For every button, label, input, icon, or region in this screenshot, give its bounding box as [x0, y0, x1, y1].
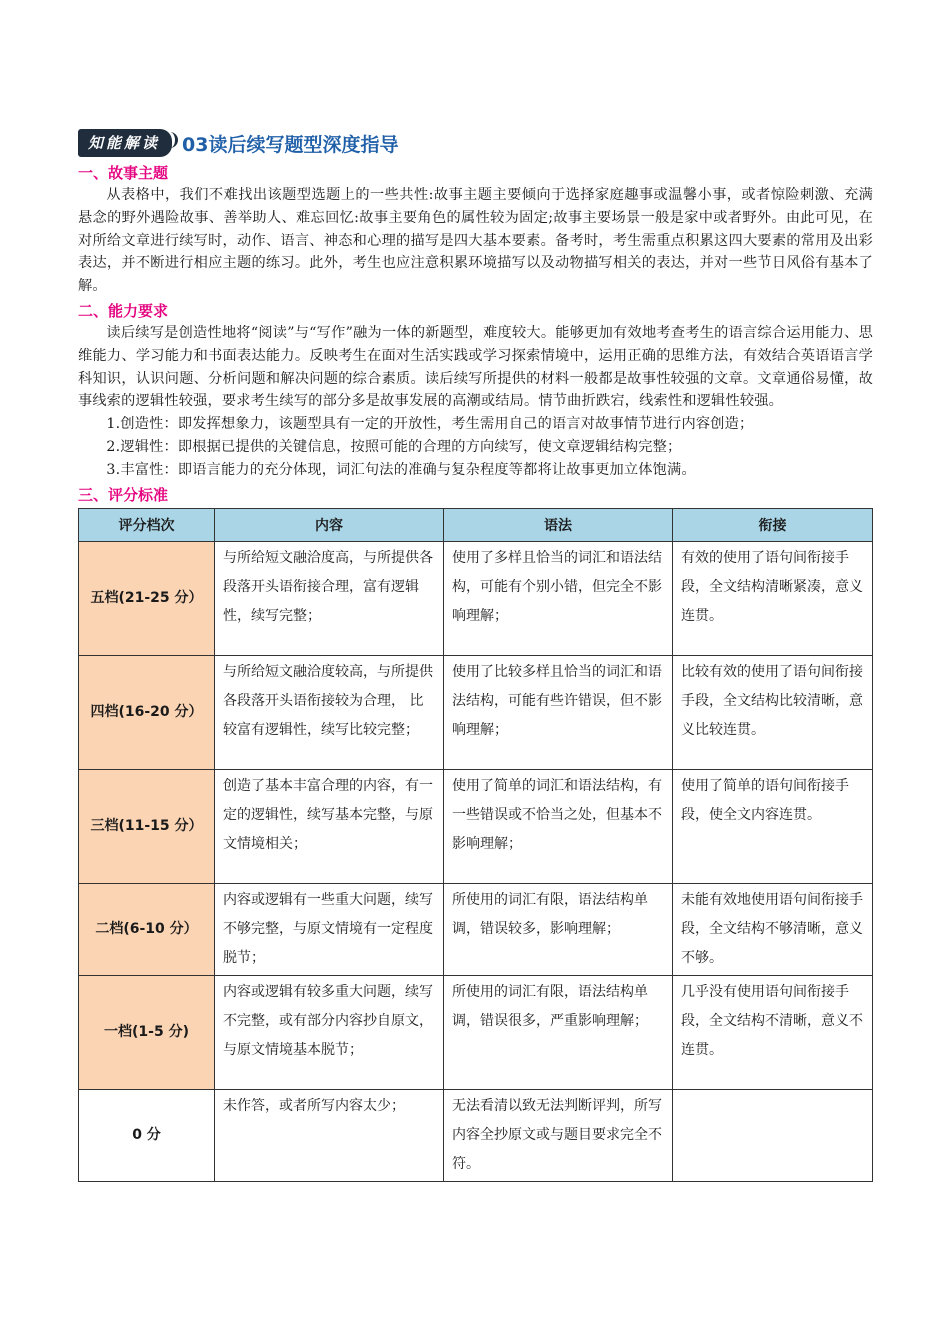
column-header-grammar: 语法: [444, 508, 673, 541]
grammar-cell: 所使用的词汇有限，语法结构单调，错误很多，严重影响理解；: [444, 975, 673, 1089]
content-cell: 创造了基本丰富合理的内容，有一定的逻辑性，续写基本完整，与原文情境相关；: [215, 769, 444, 883]
content-cell: 与所给短文融洽度高，与所提供各段落开头语衔接合理，富有逻辑性，续写完整；: [215, 541, 444, 655]
cohesion-cell: 几乎没有使用语句间衔接手段，全文结构不清晰，意义不连贯。: [673, 975, 873, 1089]
document-page: [78, 126, 873, 1182]
table-row: [79, 1089, 873, 1181]
column-header-cohesion: 衔接: [673, 508, 873, 541]
content-cell: 内容或逻辑有较多重大问题，续写不完整，或有部分内容抄自原文，与原文情境基本脱节；: [215, 975, 444, 1089]
grammar-cell: 无法看清以致无法判断评判，所写内容全抄原文或与题目要求完全不符。: [444, 1089, 673, 1181]
cohesion-cell: [673, 1089, 873, 1181]
table-header-row: [79, 508, 873, 541]
section3-heading: 三、评分标准: [78, 485, 169, 504]
section2-point-2: 2.逻辑性：即根据已提供的关键信息，按照可能的合理的方向续写，使文章逻辑结构完整；: [106, 438, 682, 455]
cohesion-cell: 未能有效地使用语句间衔接手段，全文结构不够清晰，意义不够。: [673, 883, 873, 975]
grammar-cell: 使用了多样且恰当的词汇和语法结构，可能有个别小错，但完全不影响理解；: [444, 541, 673, 655]
grade-cell: 0 分: [79, 1089, 215, 1181]
grade-cell: 五档(21-25 分）: [79, 541, 215, 655]
grade-cell: 四档(16-20 分）: [79, 655, 215, 769]
table-row: [79, 541, 873, 655]
grammar-cell: 使用了简单的词汇和语法结构，有一些错误或不恰当之处，但基本不影响理解；: [444, 769, 673, 883]
section2-point-1: 1.创造性：即发挥想象力，该题型具有一定的开放性，考生需用自己的语言对故事情节进行内容创造；: [106, 416, 754, 433]
section2-paragraph: 读后续写是创造性地将“阅读”与“写作”融为一体的新题型，难度较大。能够更加有效地考查考生的语言综合运用能力、思维能力、学习能力和书面表达能力。反映考生在面对生活实践或学习探索情境中，运用正确的思维方法，有效结合英语语言学科知识，认识问题、分析问题和解决问题的综合素质。读后续写所提供的材料一般都是故事性较强的文章。文章通俗易懂，故事线索的逻辑性较强，要求考生续写的部分多是故事发展的高潮或结局。情节曲折跌宕，线索性和逻辑性较强。: [78, 324, 873, 410]
section1-paragraph: 从表格中，我们不难找出该题型选题上的一些共性:故事主题主要倾向于选择家庭趣事或温馨小事，或者惊险刺激、充满悬念的野外遇险故事、善举助人、难忘回忆:故事主要角色的属性较为固定;故事主要场景一般是家中或者野外。由此可见，在对所给文章进行续写时，动作、语言、神态和心理的描写是四大基本要素。备考时，考生需重点积累这四大要素的常用及出彩表达，并不断进行相应主题的练习。此外，考生也应注意积累环境描写以及动物描写相关的表达，并对一些节日风俗有基本了解。: [78, 187, 873, 295]
section1-heading: 一、故事主题: [78, 164, 169, 182]
cohesion-cell: 比较有效的使用了语句间衔接手段，全文结构比较清晰，意义比较连贯。: [673, 655, 873, 769]
cohesion-cell: 使用了简单的语句间衔接手段，使全文内容连贯。: [673, 769, 873, 883]
section2-heading: 二、能力要求: [78, 301, 169, 320]
table-row: [79, 655, 873, 769]
column-header-grade: 评分档次: [79, 508, 215, 541]
title-row: [78, 126, 873, 160]
section-badge: 知能解读: [78, 129, 172, 157]
section2-point-3: 3.丰富性：即语言能力的充分体现，词汇句法的准确与复杂程度等都将让故事更加立体饱满。: [106, 461, 696, 478]
table-row: [79, 769, 873, 883]
table-row: [79, 975, 873, 1089]
content-cell: 内容或逻辑有一些重大问题，续写不够完整，与原文情境有一定程度脱节；: [215, 883, 444, 975]
grade-cell: 三档(11-15 分）: [79, 769, 215, 883]
page-title: 03读后续写题型深度指导: [182, 133, 399, 156]
grade-cell: 二档(6-10 分）: [79, 883, 215, 975]
scoring-table: [78, 508, 873, 1182]
grammar-cell: 所使用的词汇有限，语法结构单调，错误较多，影响理解；: [444, 883, 673, 975]
cohesion-cell: 有效的使用了语句间衔接手段，全文结构清晰紧凑，意义连贯。: [673, 541, 873, 655]
content-cell: 未作答，或者所写内容太少；: [215, 1089, 444, 1181]
grammar-cell: 使用了比较多样且恰当的词汇和语法结构，可能有些许错误，但不影响理解；: [444, 655, 673, 769]
column-header-content: 内容: [215, 508, 444, 541]
content-cell: 与所给短文融洽度较高，与所提供各段落开头语衔接较为合理， 比较富有逻辑性，续写比较完整；: [215, 655, 444, 769]
table-row: [79, 883, 873, 975]
grade-cell: 一档(1-5 分): [79, 975, 215, 1089]
